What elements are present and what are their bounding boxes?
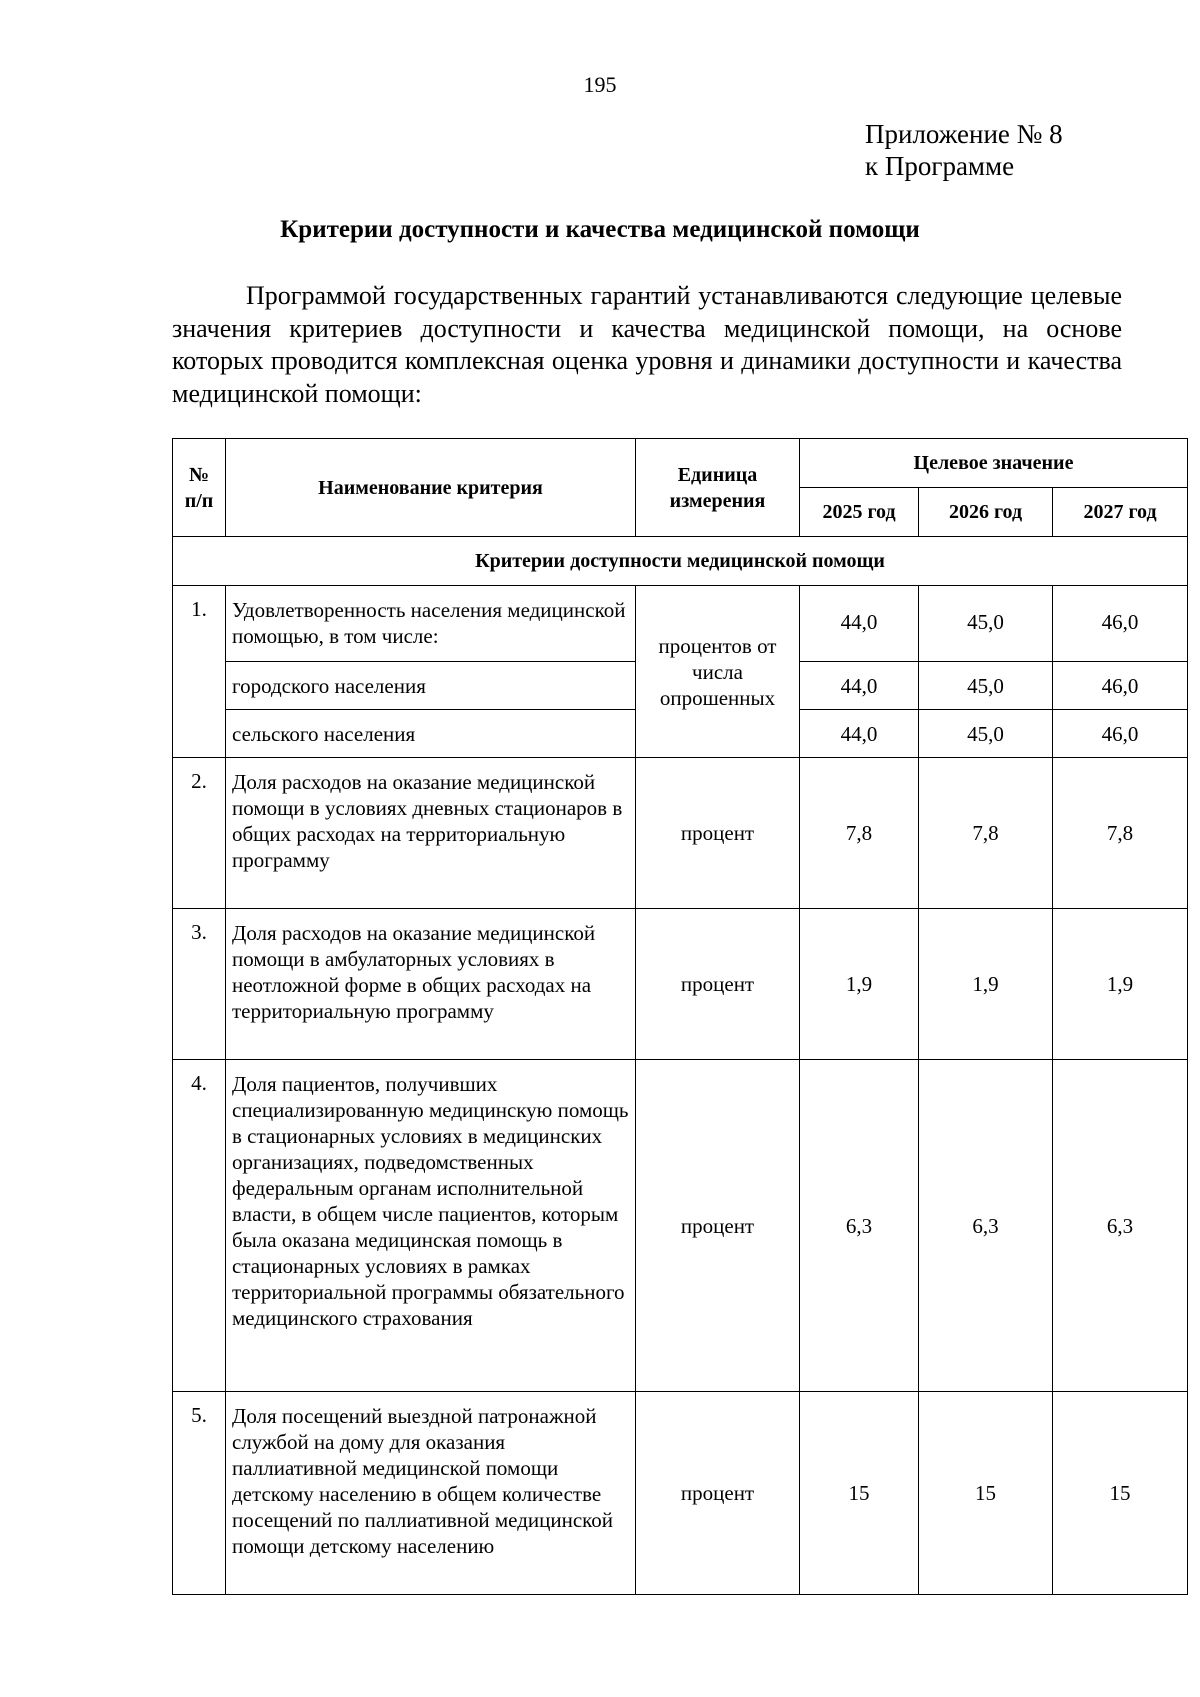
table-row xyxy=(173,758,1188,909)
appendix-line-2: к Программе xyxy=(865,151,1015,181)
header-year: 2026 год xyxy=(919,488,1053,537)
unit-cell: процент xyxy=(636,1060,800,1392)
value-2026: 45,0 xyxy=(919,586,1053,662)
criterion-name: Удовлетворенность населения медицинской помощью, в том числе: xyxy=(226,586,636,662)
intro-paragraph: Программой государственных гарантий устанавливаются следующие целевые значения критериев доступности и качества медицинской помощи, на основе которых проводится комплексная оценка уровня и динамики доступности и качества медицинской помощи: xyxy=(172,281,1122,408)
value-2026: 1,9 xyxy=(919,909,1053,1060)
value-2027: 46,0 xyxy=(1053,662,1188,710)
criterion-subname: сельского населения xyxy=(226,710,636,758)
header-unit: Единица измерения xyxy=(636,439,800,537)
value-2025: 44,0 xyxy=(800,586,919,662)
value-2025: 44,0 xyxy=(800,710,919,758)
value-2027: 1,9 xyxy=(1053,909,1188,1060)
unit-cell: процент xyxy=(636,1392,800,1595)
page-number: 195 xyxy=(583,72,617,97)
table-row xyxy=(173,1060,1188,1392)
criterion-name: Доля посещений выездной патронажной службой на дому для оказания паллиативной медицинской помощи детскому населению в общем количестве посещений по паллиативной медицинской помощи детскому населению xyxy=(226,1392,636,1595)
header-num: № п/п xyxy=(173,439,226,537)
table-header-row xyxy=(173,439,1188,488)
value-2027: 46,0 xyxy=(1053,586,1188,662)
value-2025: 7,8 xyxy=(800,758,919,909)
value-2026: 15 xyxy=(919,1392,1053,1595)
value-2026: 45,0 xyxy=(919,710,1053,758)
value-2026: 6,3 xyxy=(919,1060,1053,1392)
row-number: 4. xyxy=(173,1060,226,1392)
value-2027: 15 xyxy=(1053,1392,1188,1595)
value-2027: 6,3 xyxy=(1053,1060,1188,1392)
criterion-name: Доля расходов на оказание медицинской помощи в амбулаторных условиях в неотложной форме в общих расходах на территориальную программу xyxy=(226,909,636,1060)
unit-cell: процент xyxy=(636,758,800,909)
header-target: Целевое значение xyxy=(800,439,1188,488)
value-2025: 15 xyxy=(800,1392,919,1595)
value-2026: 7,8 xyxy=(919,758,1053,909)
criterion-name: Доля пациентов, получивших специализированную медицинскую помощь в стационарных условиях в медицинских организациях, подведомственных федеральным органам исполнительной власти, в общем числе пациентов, которым была оказана медицинская помощь в стационарных условиях в рамках территориальной программы обязательного медицинского страхования xyxy=(226,1060,636,1392)
header-year: 2025 год xyxy=(800,488,919,537)
document-title: Критерии доступности и качества медицинской помощи xyxy=(280,216,920,243)
criterion-name: Доля расходов на оказание медицинской помощи в условиях дневных стационаров в общих расходах на территориальную программу xyxy=(226,758,636,909)
value-2025: 6,3 xyxy=(800,1060,919,1392)
header-name: Наименование критерия xyxy=(226,439,636,537)
section-title: Критерии доступности медицинской помощи xyxy=(173,537,1188,586)
table-row xyxy=(173,1392,1188,1595)
value-2025: 44,0 xyxy=(800,662,919,710)
unit-cell: процентов от числа опрошенных xyxy=(636,586,800,758)
unit-cell: процент xyxy=(636,909,800,1060)
value-2027: 46,0 xyxy=(1053,710,1188,758)
header-year: 2027 год xyxy=(1053,488,1188,537)
value-2025: 1,9 xyxy=(800,909,919,1060)
appendix-line-1: Приложение № 8 xyxy=(865,119,1063,149)
value-2027: 7,8 xyxy=(1053,758,1188,909)
table-row xyxy=(173,586,1188,662)
table-row xyxy=(173,909,1188,1060)
row-number: 3. xyxy=(173,909,226,1060)
row-number: 5. xyxy=(173,1392,226,1595)
section-row xyxy=(173,537,1188,586)
row-number: 2. xyxy=(173,758,226,909)
value-2026: 45,0 xyxy=(919,662,1053,710)
criterion-subname: городского населения xyxy=(226,662,636,710)
criteria-table xyxy=(172,438,1188,1595)
row-number: 1. xyxy=(173,586,226,758)
appendix-reference xyxy=(865,118,1063,182)
